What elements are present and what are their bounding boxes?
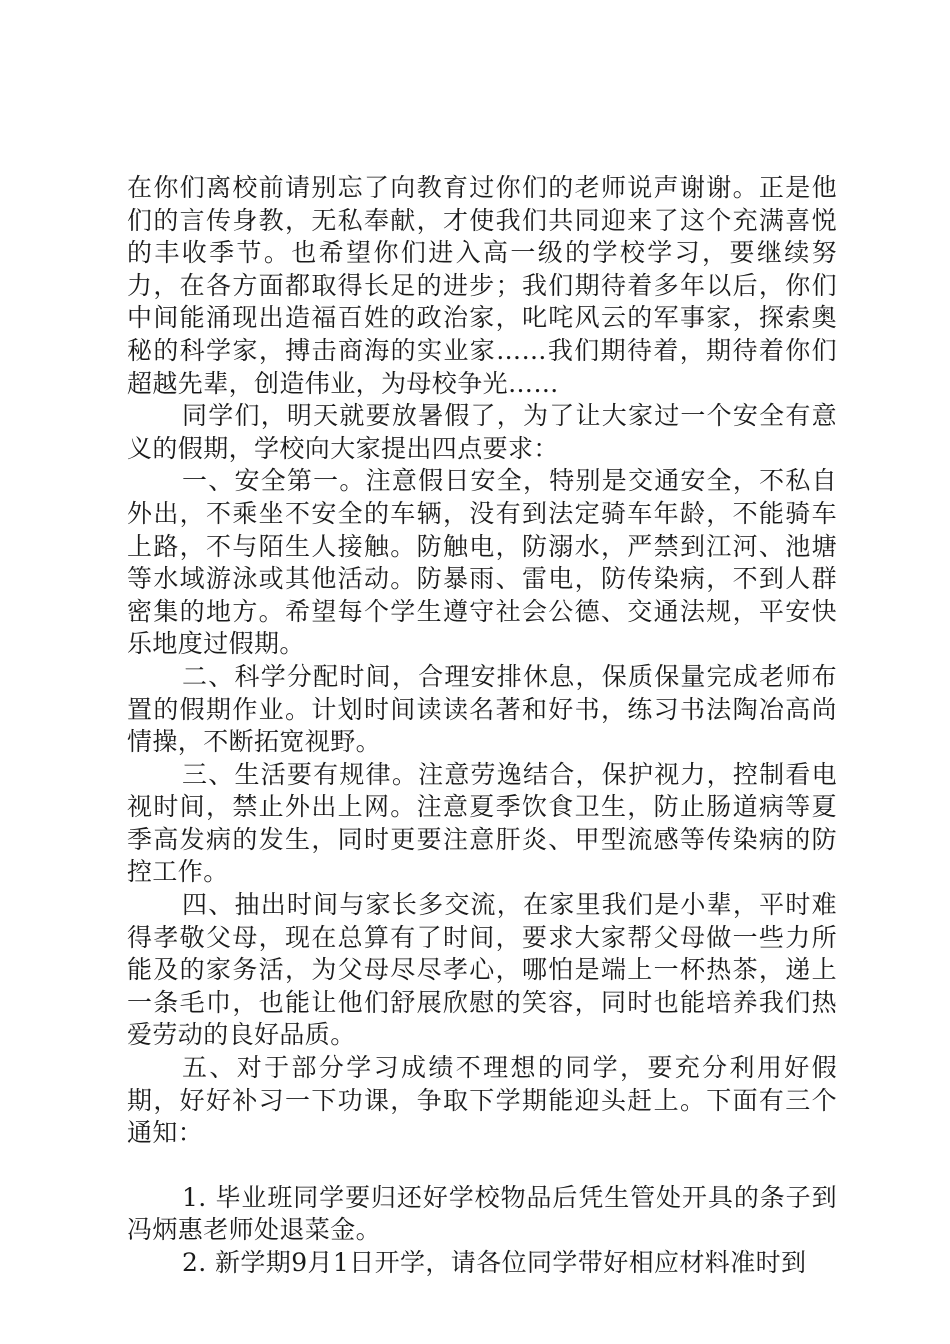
holiday-intro-paragraph: 同学们，明天就要放暑假了，为了让大家过一个安全有意义的假期，学校向大家提出四点要求： — [127, 401, 837, 463]
requirement-time: 二、科学分配时间，合理安排休息，保质保量完成老师布置的假期作业。计划时间读读名著和好书，练习书法陶冶高尚情操，不断拓宽视野。 — [127, 661, 837, 757]
notice-item-1: 1. 毕业班同学要归还好学校物品后凭生管处开具的条子到冯炳惠老师处退菜金。 — [127, 1182, 837, 1245]
document-body — [127, 172, 837, 1280]
notice-item-2: 2. 新学期9月1日开学，请各位同学带好相应材料准时到 — [182, 1248, 807, 1277]
paragraph-gap — [127, 1150, 837, 1182]
requirement-family: 四、抽出时间与家长多交流，在家里我们是小辈，平时难得孝敬父母，现在总算有了时间，要求大家帮父母做一些力所能及的家务活，为父母尽尽孝心，哪怕是端上一杯热茶，递上一条毛巾，也能让他们舒展欣慰的笑容，同时也能培养我们热爱劳动的良好品质。 — [127, 890, 837, 1050]
closing-paragraph: 在你们离校前请别忘了向教育过你们的老师说声谢谢。正是他们的言传身教，无私奉献，才使我们共同迎来了这个充满喜悦的丰收季节。也希望你们进入高一级的学校学习，要继续努力，在各方面都取得长足的进步；我们期待着多年以后，你们中间能涌现出造福百姓的政治家，叱咤风云的军事家，探索奥秘的科学家，搏击商海的实业家……我们期待着，期待着你们超越先辈，创造伟业，为母校争光…… — [127, 173, 837, 398]
requirement-study: 五、对于部分学习成绩不理想的同学，要充分利用好假期，好好补习一下功课，争取下学期能迎头赶上。下面有三个通知： — [127, 1053, 837, 1148]
requirement-routine: 三、生活要有规律。注意劳逸结合，保护视力，控制看电视时间，禁止外出上网。注意夏季饮食卫生，防止肠道病等夏季高发病的发生，同时更要注意肝炎、甲型流感等传染病的防控工作。 — [127, 759, 837, 887]
requirement-safety: 一、安全第一。注意假日安全，特别是交通安全，不私自外出，不乘坐不安全的车辆，没有到法定骑车年龄，不能骑车上路，不与陌生人接触。防触电，防溺水，严禁到江河、池塘等水域游泳或其他活动。防暴雨、雷电，防传染病，不到人群密集的地方。希望每个学生遵守社会公德、交通法规，平安快乐地度过假期。 — [127, 466, 837, 659]
